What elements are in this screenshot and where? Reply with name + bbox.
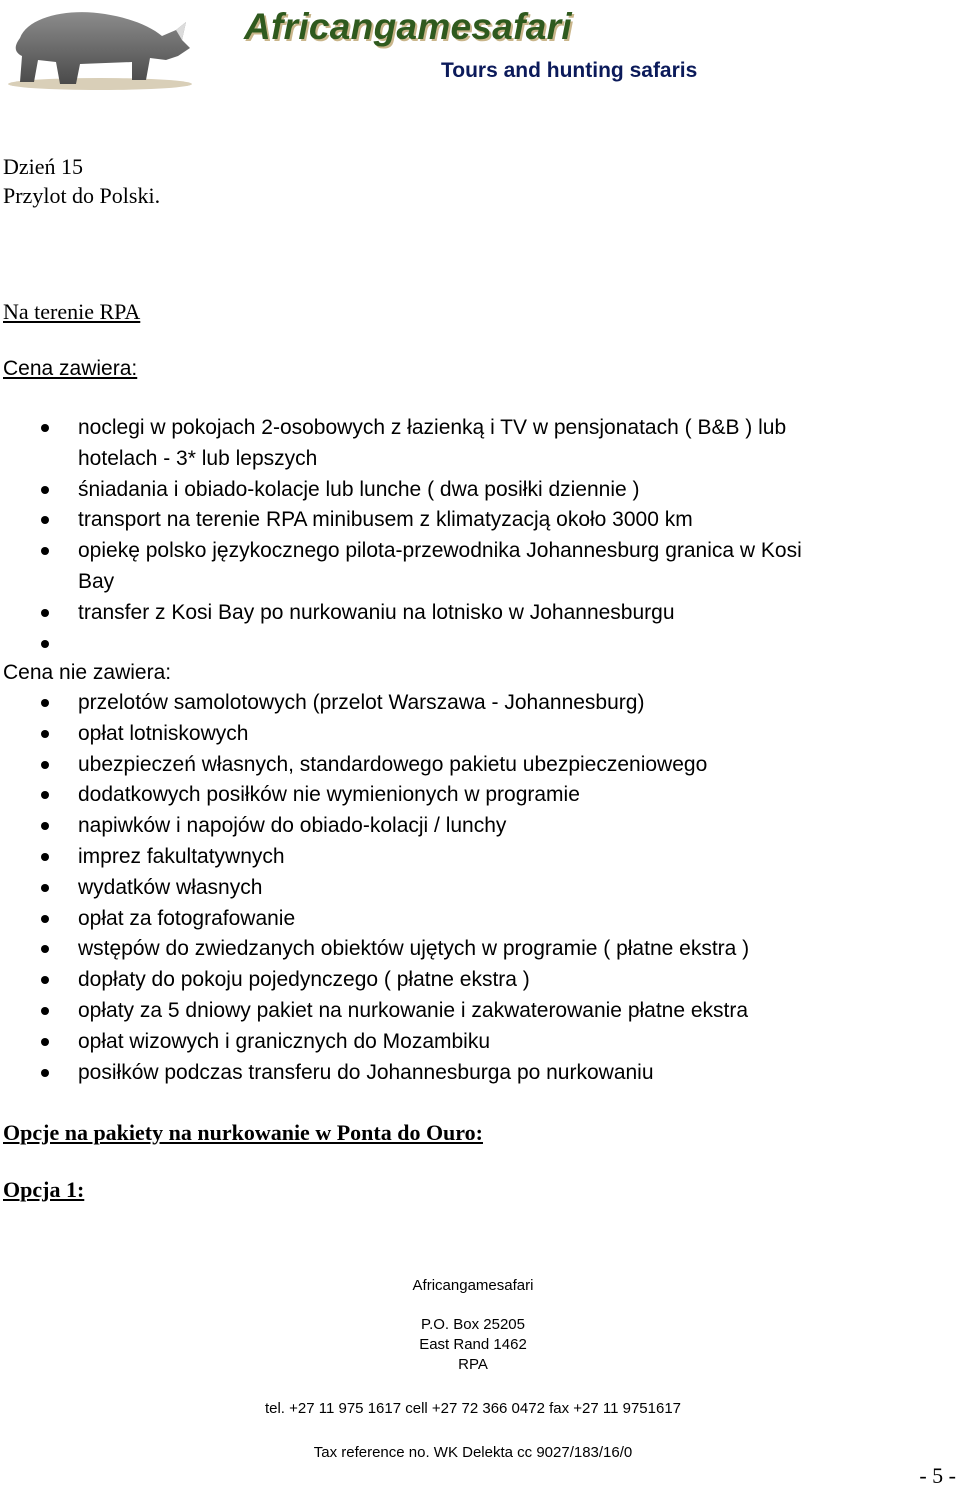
bullet-icon xyxy=(41,1007,49,1015)
rhino-icon xyxy=(0,0,200,92)
list-item: wstępów do zwiedzanych obiektów ujętych w programie ( płatne ekstra ) xyxy=(0,934,960,965)
list-item: opłaty za 5 dniowy pakiet na nurkowanie i zakwaterowanie płatne ekstra xyxy=(0,996,960,1027)
bullet-icon xyxy=(41,699,49,707)
list-item: hotelach - 3* lub lepszych xyxy=(78,446,318,470)
list-item: posiłków podczas transferu do Johannesburga po nurkowaniu xyxy=(0,1058,960,1089)
bullet-icon xyxy=(41,1038,49,1046)
list-item: śniadania i obiado-kolacje lub lunche ( dwa posiłki dziennie ) xyxy=(0,475,960,506)
list-item: noclegi w pokojach 2-osobowych z łazienką i TV w pensjonatach ( B&B ) lub xyxy=(0,413,960,444)
list-item: opłat wizowych i granicznych do Mozambiku xyxy=(0,1027,960,1058)
bullet-icon xyxy=(41,609,49,617)
list-item: opłat lotniskowych xyxy=(0,719,960,750)
excluded-heading: Cena nie zawiera: xyxy=(3,661,172,684)
list-item: wydatków własnych xyxy=(0,873,960,904)
list-item: Bay xyxy=(78,569,115,593)
option1-heading: Opcja 1: xyxy=(3,1177,85,1202)
excluded-list xyxy=(0,688,960,1088)
bullet-icon xyxy=(41,486,49,494)
bullet-icon xyxy=(41,915,49,923)
bullet-icon xyxy=(41,640,49,648)
footer-address-line1: P.O. Box 25205 xyxy=(421,1316,525,1333)
bullet-icon xyxy=(41,424,49,432)
footer-address-line2: East Rand 1462 xyxy=(419,1336,527,1353)
bullet-icon xyxy=(41,976,49,984)
bullet-icon xyxy=(41,516,49,524)
bullet-icon xyxy=(41,761,49,769)
included-heading: Cena zawiera: xyxy=(3,357,138,380)
day-title: Dzień 15 xyxy=(3,154,84,179)
region-heading: Na terenie RPA xyxy=(3,299,141,324)
list-item: dodatkowych posiłków nie wymienionych w programie xyxy=(0,780,960,811)
bullet-icon xyxy=(41,945,49,953)
brand-tagline: Tours and hunting safaris xyxy=(441,59,698,82)
page-number: - 5 - xyxy=(919,1463,956,1488)
options-heading: Opcje na pakiety na nurkowanie w Ponta do Ouro: xyxy=(3,1120,483,1145)
brand-name: Africangamesafari xyxy=(244,6,572,47)
bullet-icon xyxy=(41,822,49,830)
list-item: przelotów samolotowych (przelot Warszawa - Johannesburg) xyxy=(0,688,960,719)
list-item: opiekę polsko językocznego pilota-przewodnika Johannesburg granica w Kosi xyxy=(0,536,960,567)
list-item: dopłaty do pokoju pojedynczego ( płatne ekstra ) xyxy=(0,965,960,996)
footer-company: Africangamesafari xyxy=(412,1277,534,1294)
included-list xyxy=(0,413,960,629)
header-logo xyxy=(0,0,800,100)
list-item: imprez fakultatywnych xyxy=(0,842,960,873)
bullet-icon xyxy=(41,791,49,799)
list-item: opłat za fotografowanie xyxy=(0,904,960,935)
list-item: transfer z Kosi Bay po nurkowaniu na lotnisko w Johannesburgu xyxy=(0,598,960,629)
bullet-icon xyxy=(41,547,49,555)
bullet-icon xyxy=(41,884,49,892)
list-item: ubezpieczeń własnych, standardowego pakietu ubezpieczeniowego xyxy=(0,750,960,781)
footer-address-line3: RPA xyxy=(458,1356,488,1373)
bullet-icon xyxy=(41,730,49,738)
footer-tax: Tax reference no. WK Delekta cc 9027/183/16/0 xyxy=(313,1444,633,1461)
bullet-icon xyxy=(41,1069,49,1077)
footer-contact: tel. +27 11 975 1617 cell +27 72 366 0472 fax +27 11 9751617 xyxy=(264,1400,682,1417)
list-item: napiwków i napojów do obiado-kolacji / lunchy xyxy=(0,811,960,842)
day-text: Przylot do Polski. xyxy=(3,183,161,208)
list-item: transport na terenie RPA minibusem z klimatyzacją około 3000 km xyxy=(0,505,960,536)
bullet-icon xyxy=(41,853,49,861)
